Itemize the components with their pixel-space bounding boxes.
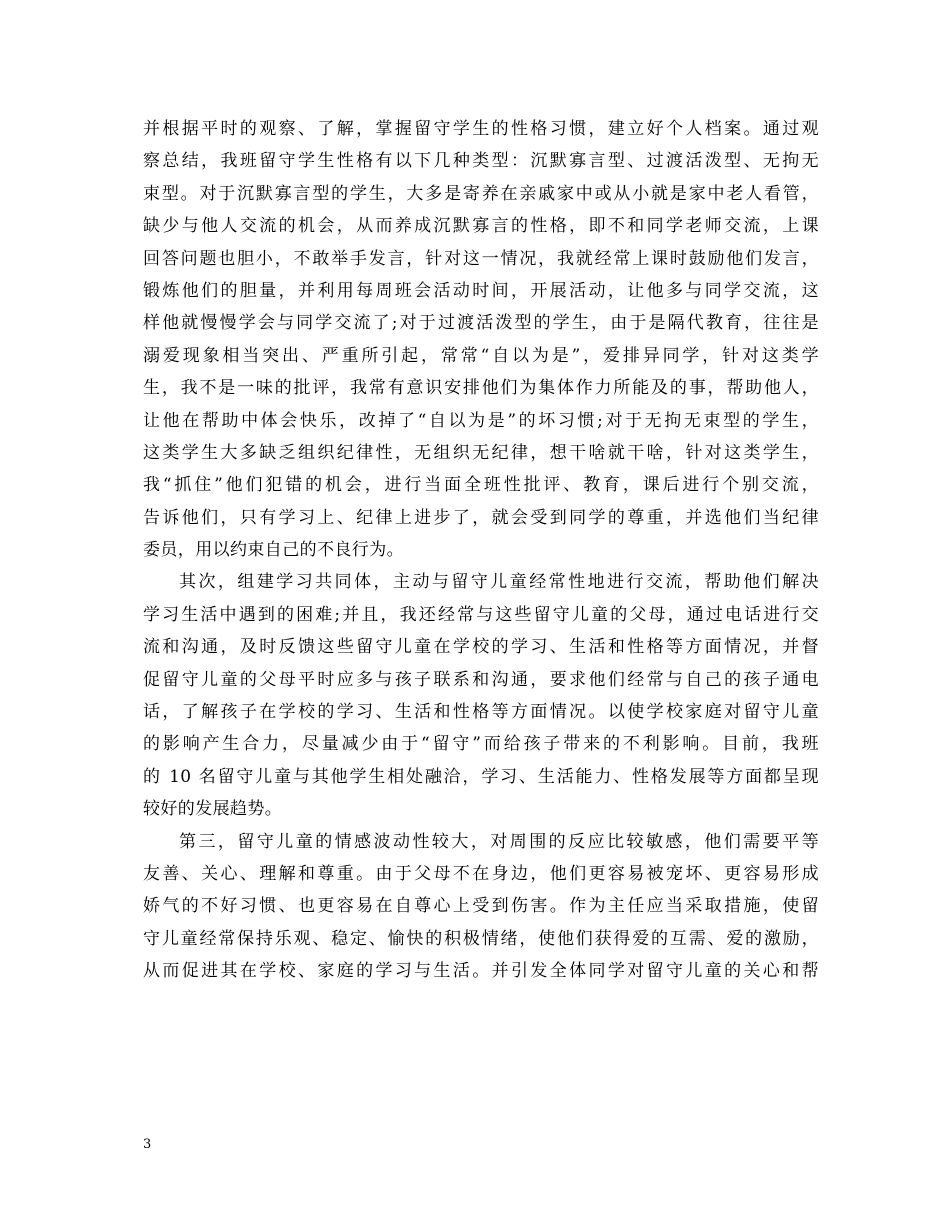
text-line: 告诉他们，只有学习上、纪律上进步了，就会受到同学的尊重，并选他们当纪律 xyxy=(143,507,819,528)
text-line: 学习生活中遇到的困难;并且，我还经常与这些留守儿童的父母，通过电话进行交 xyxy=(143,604,819,625)
text-line: 委员，用以约束自己的不良行为。 xyxy=(143,540,404,561)
text-line: 察总结，我班留守学生性格有以下几种类型：沉默寡言型、过渡活泼型、无拘无 xyxy=(143,151,819,172)
paragraph-first-line: 其次，组建学习共同体，主动与留守儿童经常性地进行交流，帮助他们解决 xyxy=(179,572,819,593)
text-line: 束型。对于沉默寡言型的学生，大多是寄养在亲戚家中或从小就是家中老人看管， xyxy=(143,183,819,204)
text-line: 样他就慢慢学会与同学交流了;对于过渡活泼型的学生，由于是隔代教育，往往是 xyxy=(143,313,819,334)
text-line: 缺少与他人交流的机会，从而养成沉默寡言的性格，即不和同学老师交流，上课 xyxy=(143,216,819,237)
text-line: 让他在帮助中体会快乐，改掉了“自以为是”的坏习惯;对于无拘无束型的学生， xyxy=(143,410,819,431)
page-number: 3 xyxy=(143,1137,152,1152)
text-line: 我“抓住”他们犯错的机会，进行当面全班性批评、教育，课后进行个别交流， xyxy=(143,475,819,496)
paragraph-first-line: 第三，留守儿童的情感波动性较大，对周围的反应比较敏感，他们需要平等 xyxy=(179,831,819,852)
text-line: 锻炼他们的胆量，并利用每周班会活动时间，开展活动，让他多与同学交流，这 xyxy=(143,280,819,301)
body-text xyxy=(143,113,819,988)
text-line: 并根据平时的观察、了解，掌握留守学生的性格习惯，建立好个人档案。通过观 xyxy=(143,119,819,139)
text-line: 的 10 名留守儿童与其他学生相处融洽，学习、生活能力、性格发展等方面都呈现 xyxy=(143,766,819,787)
text-line: 友善、关心、理解和尊重。由于父母不在身边，他们更容易被宠坏、更容易形成 xyxy=(143,863,819,884)
text-line: 娇气的不好习惯、也更容易在自尊心上受到伤害。作为主任应当采取措施，使留 xyxy=(143,896,819,917)
text-line: 回答问题也胆小，不敢举手发言，针对这一情况，我就经常上课时鼓励他们发言， xyxy=(143,248,819,269)
text-line: 流和沟通，及时反馈这些留守儿童在学校的学习、生活和性格等方面情况，并督 xyxy=(143,637,819,658)
text-line: 溺爱现象相当突出、严重所引起，常常“自以为是”，爱排异同学，针对这类学 xyxy=(143,345,819,366)
text-line: 话，了解孩子在学校的学习、生活和性格等方面情况。以使学校家庭对留守儿童 xyxy=(143,702,819,723)
text-line: 从而促进其在学校、家庭的学习与生活。并引发全体同学对留守儿童的关心和帮 xyxy=(143,961,819,982)
text-line: 促留守儿童的父母平时应多与孩子联系和沟通，要求他们经常与自己的孩子通电 xyxy=(143,669,819,690)
text-line: 较好的发展趋势。 xyxy=(143,799,283,820)
text-line: 生，我不是一味的批评，我常有意识安排他们为集体作力所能及的事，帮助他人， xyxy=(143,378,819,399)
text-line: 的影响产生合力，尽量减少由于“留守”而给孩子带来的不利影响。目前，我班 xyxy=(143,734,819,755)
text-line: 这类学生大多缺乏组织纪律性，无组织无纪律，想干啥就干啥，针对这类学生， xyxy=(143,442,819,463)
text-line: 守儿童经常保持乐观、稳定、愉快的积极情绪，使他们获得爱的互需、爱的激励， xyxy=(143,928,819,949)
